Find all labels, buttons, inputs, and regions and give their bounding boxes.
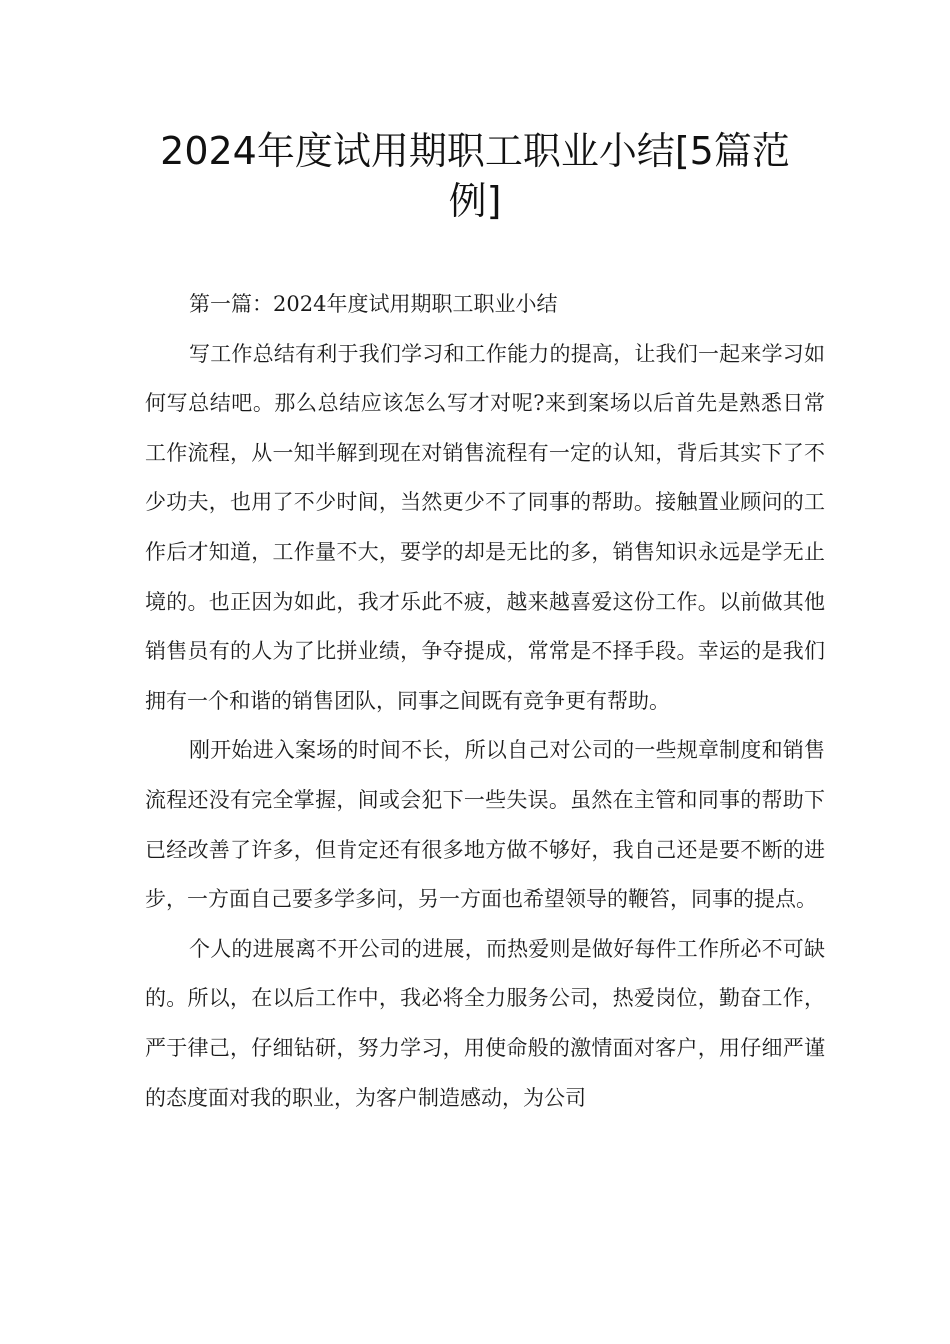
document-title: 2024年度试用期职工职业小结[5篇范例] xyxy=(160,129,790,223)
paragraph-3: 个人的进展离不开公司的进展，而热爱则是做好每件工作所必不可缺的。所以，在以后工作中，我必将全力服务公司，热爱岗位，勤奋工作，严于律己，仔细钻研，努力学习，用使命般的激情面对客户，用仔细严谨的态度面对我的职业，为客户制造感动，为公司 xyxy=(145,936,825,1110)
document-body xyxy=(145,280,825,1123)
section-heading: 第一篇：2024年度试用期职工职业小结 xyxy=(189,292,558,316)
paragraph-1: 写工作总结有利于我们学习和工作能力的提高，让我们一起来学习如何写总结吧。那么总结应该怎么写才对呢?来到案场以后首先是熟悉日常工作流程，从一知半解到现在对销售流程有一定的认知，背后其实下了不少功夫，也用了不少时间，当然更少不了同事的帮助。接触置业顾问的工作后才知道，工作量不大，要学的却是无比的多，销售知识永远是学无止境的。也正因为如此，我才乐此不疲，越来越喜爱这份工作。以前做其他销售员有的人为了比拼业绩，争夺提成，常常是不择手段。幸运的是我们拥有一个和谐的销售团队，同事之间既有竞争更有帮助。 xyxy=(145,341,825,713)
paragraph-2: 刚开始进入案场的时间不长，所以自己对公司的一些规章制度和销售流程还没有完全掌握，间或会犯下一些失误。虽然在主管和同事的帮助下已经改善了许多，但肯定还有很多地方做不够好，我自己还是要不断的进步，一方面自己要多学多问，另一方面也希望领导的鞭笞，同事的提点。 xyxy=(145,738,825,912)
